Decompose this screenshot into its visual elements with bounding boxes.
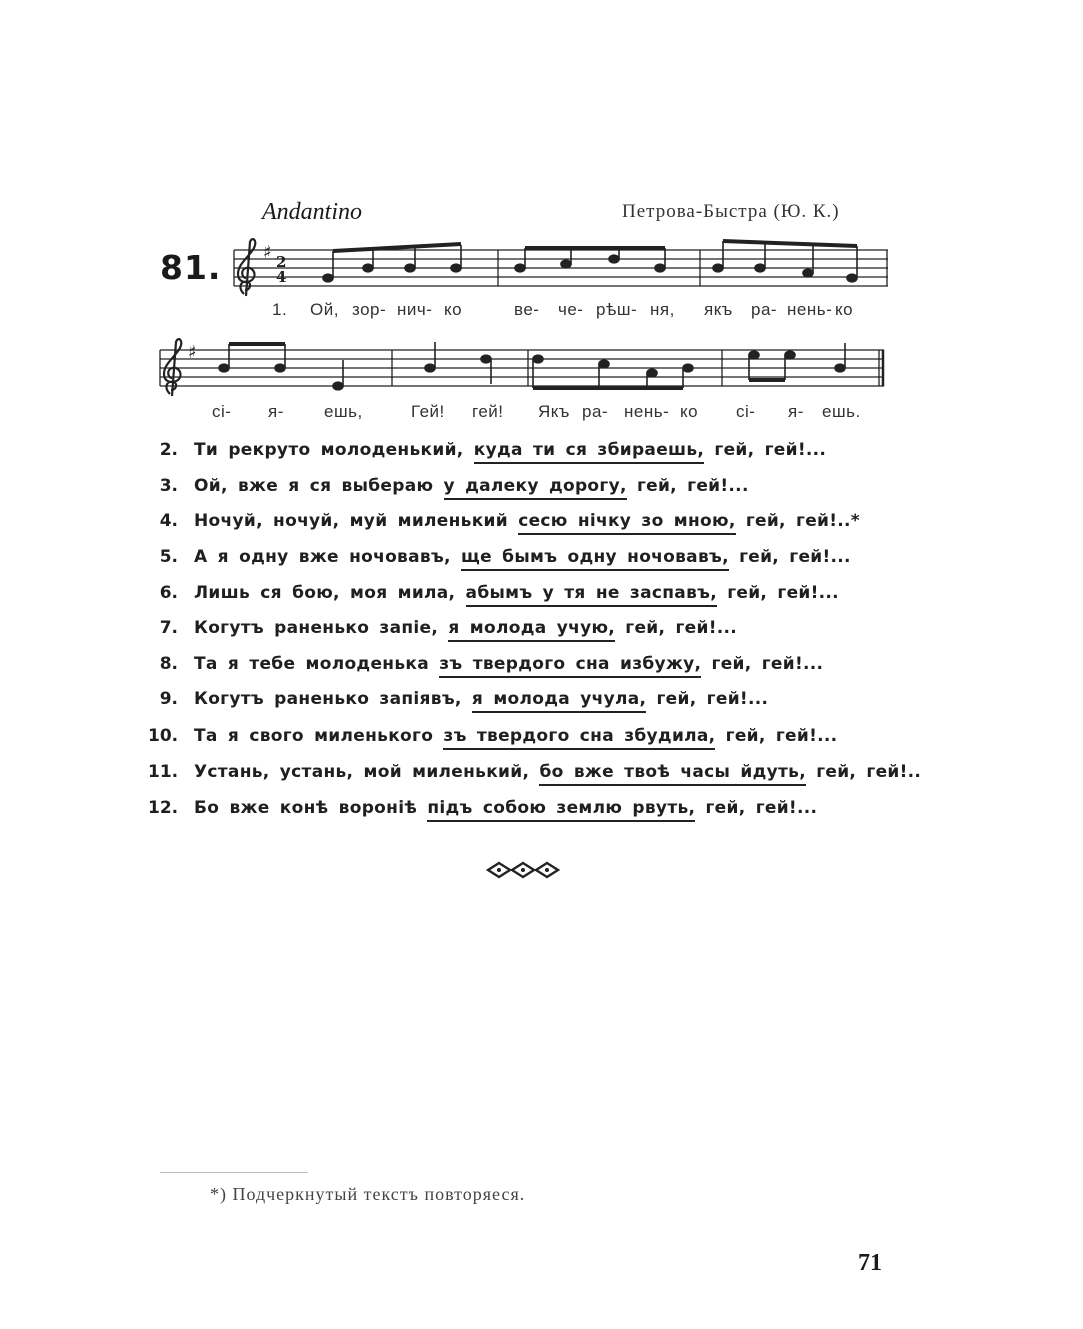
verse-repeated-text: у далеку дорогу, xyxy=(444,476,627,500)
lyric-syllable: якъ xyxy=(704,300,733,319)
verse-repeated-text: зъ твердого сна збудила, xyxy=(443,726,715,750)
verse-repeated-text: зъ твердого сна избужу, xyxy=(439,654,701,678)
verse-text: Та я свого миленького xyxy=(194,726,434,746)
verse-text: Когутъ раненько запіе, xyxy=(194,618,439,638)
music-staff-2 xyxy=(156,338,886,398)
lyric-syllable: Ой, xyxy=(310,300,339,319)
verse-refrain: гей, гей!... xyxy=(656,689,769,709)
lyric-syllable: я- xyxy=(268,402,284,421)
lyric-syllable: че- xyxy=(558,300,584,319)
lyric-syllable: ко xyxy=(835,300,854,319)
verse-repeated-text: абымъ у тя не заспавъ, xyxy=(466,583,717,607)
footnote-rule xyxy=(160,1172,308,1173)
verse-number: 4. xyxy=(159,511,178,531)
footnote: *) Подчеркнутый текстъ повторяеся. xyxy=(210,1184,526,1204)
verse-repeated-text: я молода учую, xyxy=(448,618,615,642)
lyric-syllable: сі- xyxy=(212,402,232,421)
verse-repeated-text: ще бымъ одну ночовавъ, xyxy=(461,547,729,571)
lyric-syllable: 1. xyxy=(272,300,288,319)
lyric-syllable: я- xyxy=(788,402,804,421)
sharp-icon: ♯ xyxy=(188,342,197,363)
verse-number: 7. xyxy=(159,618,178,638)
lyric-syllable: Гей! xyxy=(411,402,445,421)
sharp-icon: ♯ xyxy=(263,242,272,263)
verse-number: 2. xyxy=(159,440,178,460)
lyric-syllable: ве- xyxy=(514,300,540,319)
lyric-syllable: ра- xyxy=(751,300,778,319)
verse-number: 9. xyxy=(159,689,178,709)
verse-repeated-text: бо вже твоѣ часы йдуть, xyxy=(539,762,806,786)
lyric-syllable: ко xyxy=(680,402,699,421)
tempo-marking: Andantino xyxy=(262,199,362,225)
verse-number: 12. xyxy=(148,798,179,818)
lyric-syllable: рѣш- xyxy=(596,300,638,319)
lyric-syllable: гей! xyxy=(472,402,504,421)
svg-text:2: 2 xyxy=(276,253,287,271)
verse-number: 3. xyxy=(159,476,178,496)
lyric-syllable: зор- xyxy=(352,300,387,319)
verse-number: 11. xyxy=(148,762,179,782)
page-number: 71 xyxy=(858,1250,882,1276)
verse-repeated-text: я молода учула, xyxy=(472,689,646,713)
lyric-syllable: нич- xyxy=(397,300,433,319)
verse-refrain: гей, гей!... xyxy=(636,476,749,496)
verse-text: Ой, вже я ся выбераю xyxy=(194,476,434,496)
verse-number: 10. xyxy=(148,726,179,746)
verse-refrain: гей, гей!.. xyxy=(816,762,922,782)
verse-text: Лишь ся бою, моя мила, xyxy=(194,583,456,603)
verse-repeated-text: сесю нічку зо мною, xyxy=(518,511,735,535)
verse-refrain: гей, гей!... xyxy=(714,440,827,460)
verse-refrain: гей, гей!... xyxy=(711,654,824,674)
verse-text: Та я тебе молоденька xyxy=(194,654,429,674)
verse-text: Ти рекруто молоденький, xyxy=(194,440,464,460)
verse-refrain: гей, гей!... xyxy=(625,618,738,638)
verse-number: 6. xyxy=(159,583,178,603)
verse-text: А я одну вже ночовавъ, xyxy=(194,547,451,567)
svg-text:4: 4 xyxy=(276,268,287,286)
music-staff-1 xyxy=(230,238,890,298)
verse-refrain: гей, гей!..* xyxy=(745,511,860,531)
lyric-syllable: ра- xyxy=(582,402,609,421)
composer-credit: Петрова-Быстра (Ю. К.) xyxy=(622,201,840,222)
verse-repeated-text: куда ти ся збираешь, xyxy=(474,440,704,464)
verse-refrain: гей, гей!... xyxy=(705,798,818,818)
lyric-syllable: нень- xyxy=(787,300,833,319)
verse-repeated-text: підъ собою землю рвуть, xyxy=(427,798,695,822)
song-number: 81. xyxy=(160,248,222,287)
ornament-divider xyxy=(486,860,562,880)
lyric-syllable: ешь. xyxy=(822,402,861,421)
verse-refrain: гей, гей!... xyxy=(727,583,839,603)
verse-number: 5. xyxy=(159,547,178,567)
verse-text: Ночуй, ночуй, муй миленький xyxy=(194,511,508,531)
lyric-syllable: ко xyxy=(444,300,463,319)
lyric-syllable: ня, xyxy=(650,300,675,319)
verse-refrain: гей, гей!... xyxy=(739,547,851,567)
verse-text: Когутъ раненько запіявъ, xyxy=(194,689,462,709)
verse-text: Бо вже конѣ вороніѣ xyxy=(194,798,418,818)
lyric-syllable: сі- xyxy=(736,402,756,421)
lyric-syllable: нень- xyxy=(624,402,670,421)
verse-number: 8. xyxy=(159,654,178,674)
verse-refrain: гей, гей!... xyxy=(725,726,838,746)
lyric-syllable: Якъ xyxy=(538,402,570,421)
lyric-syllable: ешь, xyxy=(324,402,363,421)
verse-text: Устань, устань, мой миленький, xyxy=(194,762,530,782)
